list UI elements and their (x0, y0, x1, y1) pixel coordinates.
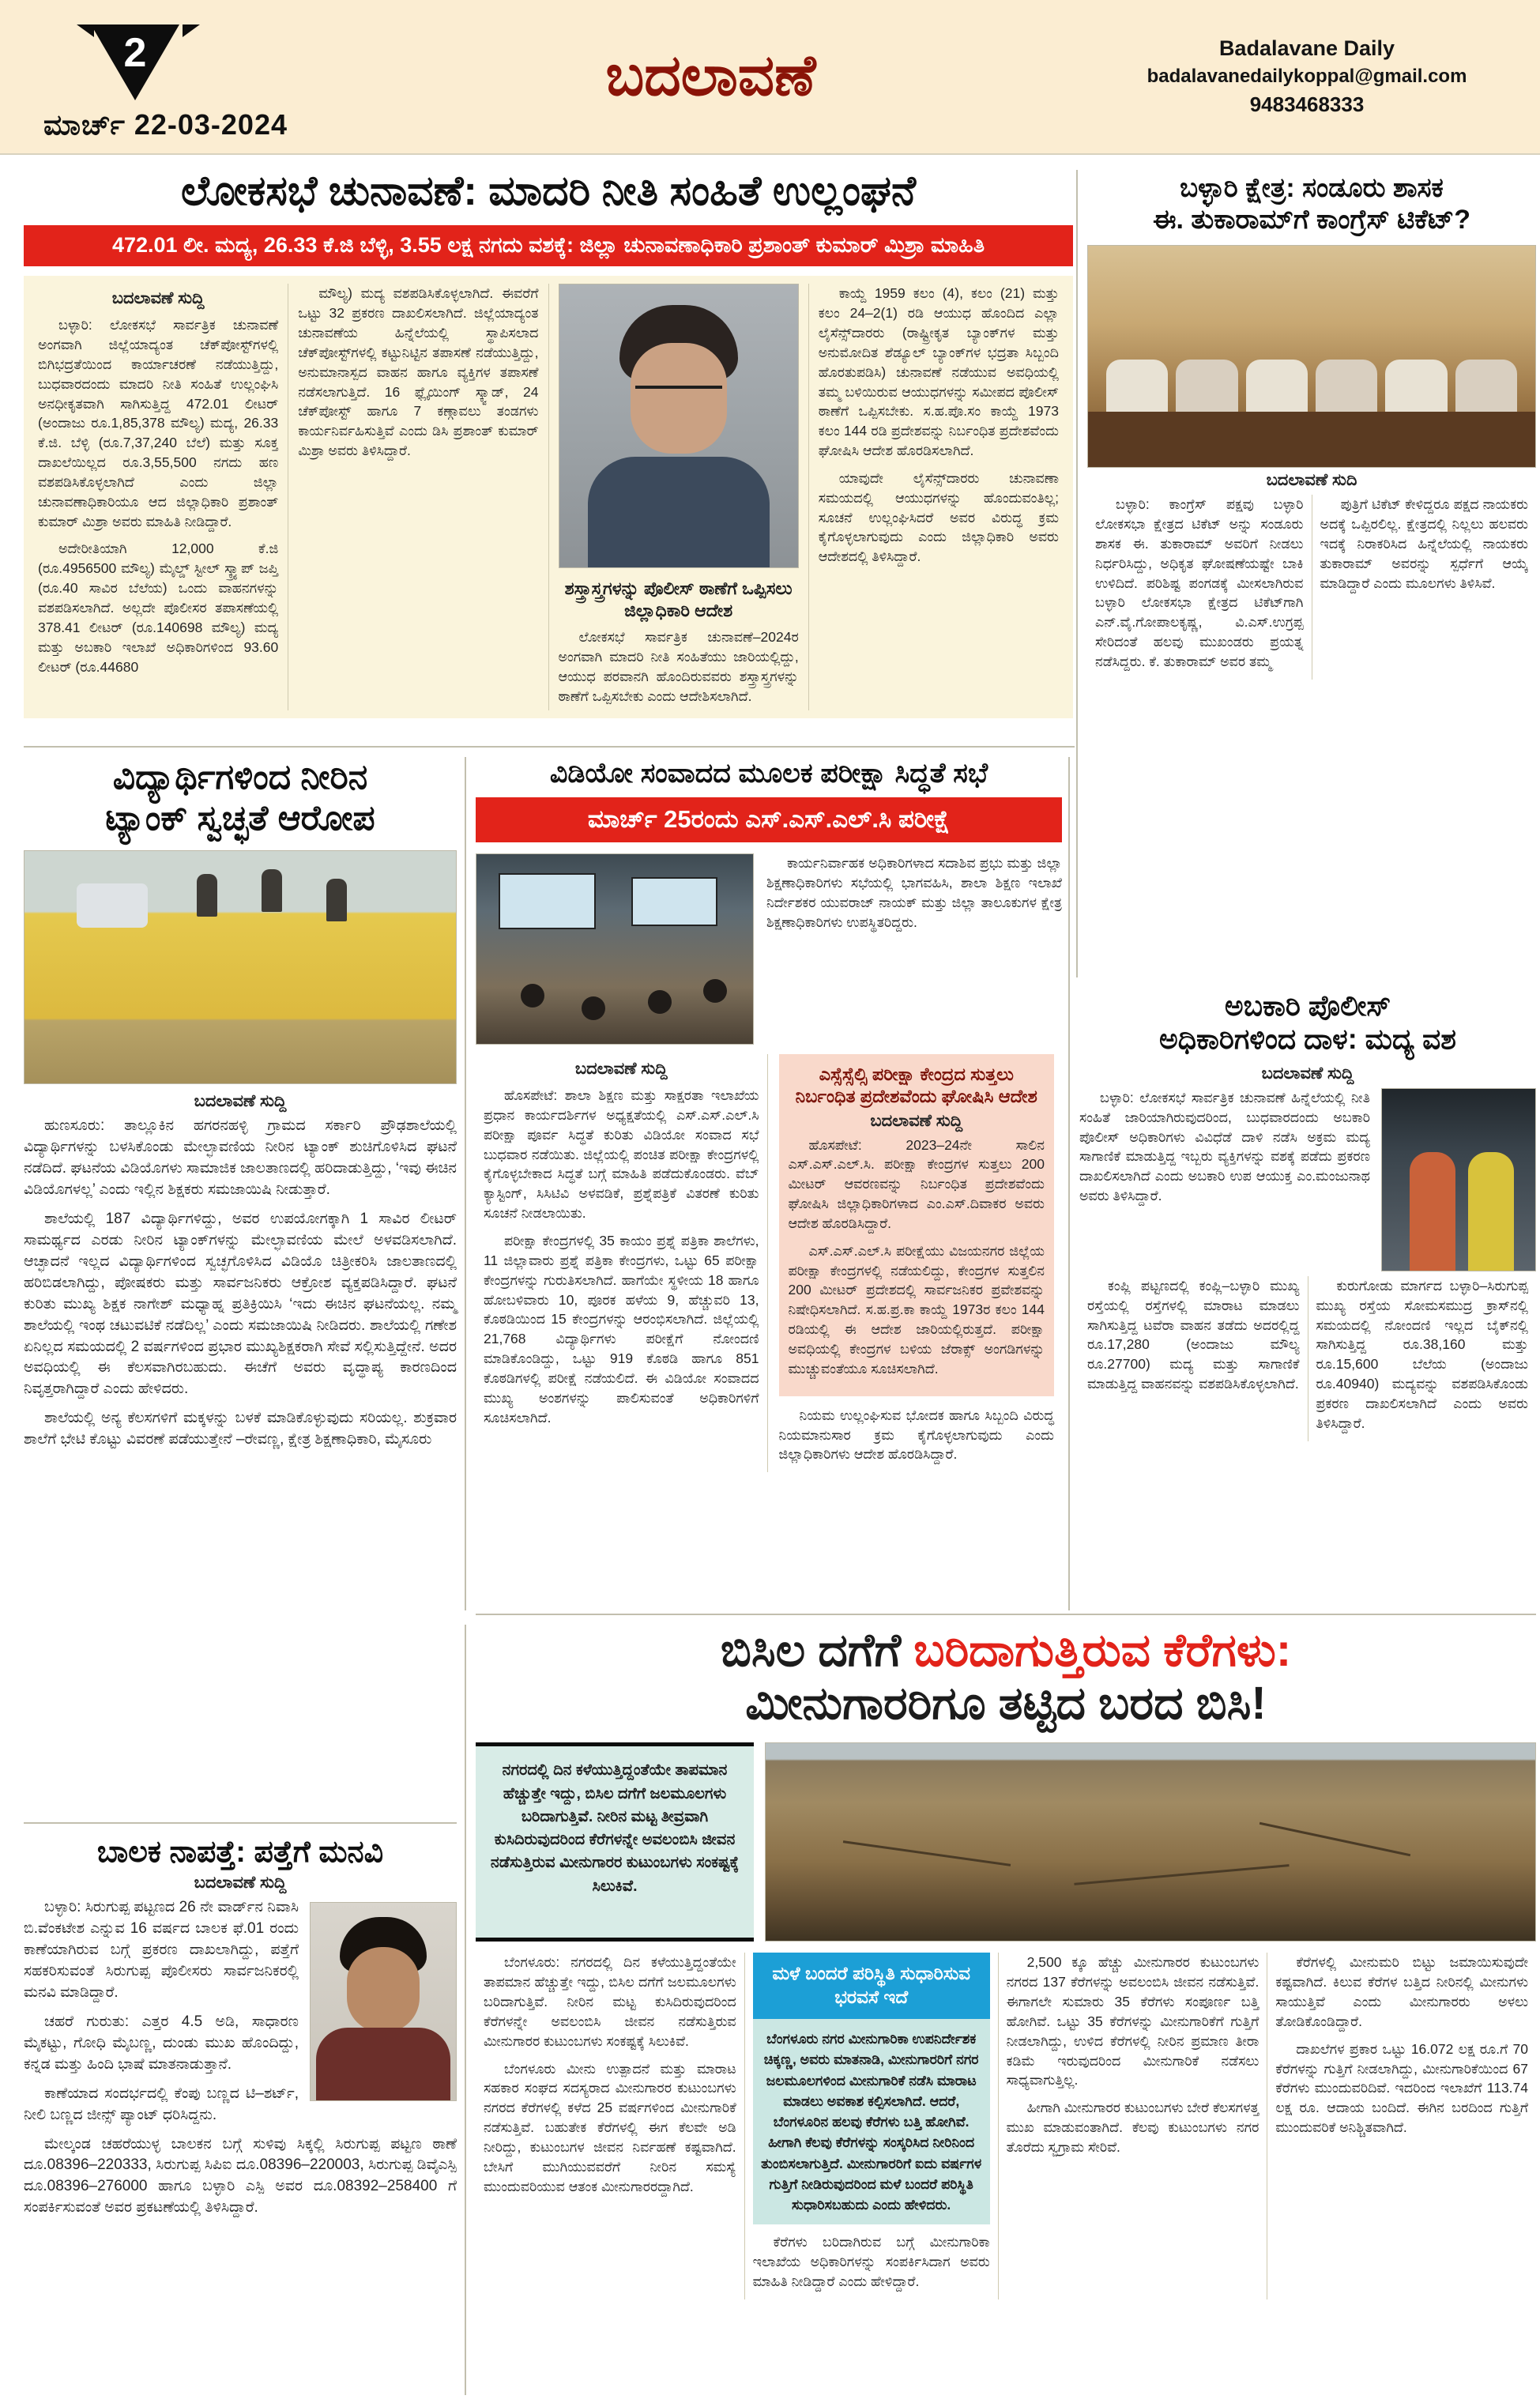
lead-subhead-bar: 472.01 ಲೀ. ಮದ್ಯ, 26.33 ಕೆ.ಜಿ ಬೆಳ್ಳಿ, 3.55 ಲಕ್ಷ ನಗದು ವಶಕ್ಕೆ: ಜಿಲ್ಲಾ ಚುನಾವಣಾಧಿಕಾರಿ ಪ್ರಶಾಂತ್ ಕುಮಾರ್ ಮಿಶ್ರಾ ಮಾಹಿತಿ (24, 225, 1073, 266)
ticket-headline-line2: ಈ. ತುಕಾರಾಮ್‌ಗೆ ಕಾಂಗ್ರೆಸ್ ಟಿಕೆಟ್? (1152, 205, 1471, 235)
excise-col-1 (1079, 1088, 1370, 1271)
article-ticket (1087, 172, 1536, 680)
lead-mid-para: ಲೋಕಸಭೆ ಸಾರ್ವತ್ರಿಕ ಚುನಾವಣೆ–2024ರ ಅಂಗವಾಗಿ ಮಾದರಿ ನೀತಿ ಸಂಹಿತೆಯು ಜಾರಿಯಲ್ಲಿದ್ದು, ಆಯುಧ ಪರವಾನಗಿ ಹೊಂದಿರುವವರು ಶಸ್ತ್ರಾಸ್ತ್ರಗಳನ್ನು ಠಾಣೆಗೆ ಒಪ್ಪಿಸಬೇಕು ಎಂದು ಆದೇಶಿಸಲಾಗಿದೆ. (558, 629, 799, 704)
attendee-figure (703, 979, 727, 1003)
lakes-col4-para1: ಕೆರೆಗಳಲ್ಲಿ ಮೀನುಮರಿ ಬಿಟ್ಟು ಜಮಾಯಿಸುವುದೇ ಕಷ್ಟವಾಗಿದೆ. ಕಿಲುವ ಕೆರೆಗಳ ಬತ್ತಿದ ನೀರಿನಲ್ಲಿ ಮೀನುಗಳು ಸಾಯುತ್ತಿವೆ ಎಂದು ಮೀನುಗಾರರು ಅಳಲು ತೋಡಿಕೊಂಡಿದ್ದಾರೆ. (1275, 1954, 1529, 2029)
column-rule (465, 1625, 466, 2395)
excise-para3: ಕುರುಗೋಡು ಮಾರ್ಗದ ಬಳ್ಳಾರಿ–ಸಿರುಗುಪ್ಪ ಮುಖ್ಯ ರಸ್ತೆಯ ಸೋಮಸಮುದ್ರ ಕ್ರಾಸ್‌ನಲ್ಲಿ ಸಮಯದಲ್ಲಿ ನೋಂದಣಿ ಇಲ್ಲದ ಬೈಕ್‌ನಲ್ಲಿ ಸಾಗಿಸುತ್ತಿದ್ದ ರೂ.38,160 ಮತ್ತು ರೂ.15,600 ಬೆಲೆಯ (ಅಂದಾಜು ರೂ.40940) ಮದ್ಯವನ್ನು ವಶಪಡಿಸಿಕೊಂಡು ಪ್ರಕರಣ ದಾಖಲಿಸಲಾಗಿದೆ ಎಂದು ಅವರು ತಿಳಿಸಿದ್ದಾರೆ. (1316, 1277, 1528, 1431)
excise-col-2 (1079, 1276, 1308, 1441)
brand-email: badalavanedailykoppal@gmail.com (1147, 66, 1467, 87)
restricted-body (789, 1136, 1045, 1379)
lakes-col-3 (998, 1953, 1267, 2299)
lakes-col3-para1: 2,500 ಕ್ಕೂ ಹೆಚ್ಚು ಮೀನುಗಾರರ ಕುಟುಂಬಗಳು ನಗರದ 137 ಕೆರೆಗಳನ್ನು ಅವಲಂಬಿಸಿ ಜೀವನ ನಡೆಸುತ್ತಿವೆ. ಈಗಾಗಲೇ ಸುಮಾರು 35 ಕೆರೆಗಳು ಸಂಪೂರ್ಣ ಬತ್ತಿ ಹೋಗಿವೆ. ಒಟ್ಟು 35 ಕೆರೆಗಳನ್ನು ಮೀನುಗಾರಿಕೆಗೆ ಗುತ್ತಿಗೆ ನೀಡಲಾಗಿದ್ದು, ಉಳಿದ ಕೆರೆಗಳಲ್ಲಿ ನೀರಿನ ಪ್ರಮಾಣ ತೀರಾ ಕಡಿಮೆ ಇರುವುದರಿಂದ ಮೀನುಗಾರಿಕೆ ನಡೆಸಲು ಸಾಧ್ಯವಾಗುತ್ತಿಲ್ಲ. (1006, 1954, 1259, 2089)
person-figure (1468, 1152, 1514, 1271)
hope-tail-para: ಕೆರೆಗಳು ಬರಿದಾಗಿರುವ ಬಗ್ಗೆ ಮೀನುಗಾರಿಕಾ ಇಲಾಖೆಯ ಅಧಿಕಾರಿಗಳನ್ನು ಸಂಪರ್ಕಿಸಿದಾಗ ಅವರು ಮಾಹಿತಿ ನೀಡಿದ್ದಾರೆ ಎಂದು ಹೇಳಿದ್ದಾರೆ. (752, 2234, 990, 2290)
article-lead (24, 168, 1073, 718)
masthead-title: ಬದಲಾವಣೆ (605, 44, 816, 107)
restricted-headline: ಎಸ್ಸೆಸ್ಸೆಲ್ಸಿ ಪರೀಕ್ಷಾ ಕೇಂದ್ರದ ಸುತ್ತಲು ನಿರ್ಬಂಧಿತ ಪ್ರದೇಶವೆಂದು ಘೋಷಿಸಿ ಆದೇಶ (795, 1064, 1037, 1107)
ticket-byline: ಬದಲಾವಣೆ ಸುದಿ (1266, 471, 1357, 490)
tank-headline-line2: ಟ್ಯಾಂಕ್ ಸ್ವಚ್ಛತೆ ಆರೋಪ (105, 798, 375, 838)
column-rule (1076, 170, 1078, 977)
excise-para1: ಬಳ್ಳಾರಿ: ಲೋಕಸಭೆ ಸಾರ್ವತ್ರಿಕ ಚುನಾವಣೆ ಹಿನ್ನೆಲೆಯಲ್ಲಿ ನೀತಿ ಸಂಹಿತೆ ಜಾರಿಯಾಗಿರುವುದರಿಂದ, ಬುಧವಾರದಂದು ಅಬಕಾರಿ ಪೊಲೀಸ್ ಅಧಿಕಾರಿಗಳು ವಿವಿಧೆಡೆ ದಾಳಿ ನಡೆಸಿ ಅಕ್ರಮ ಮದ್ಯ ಸಾಗಾಣಿಕೆ ಮಾಡುತ್ತಿದ್ದ ಇಬ್ಬರು ವ್ಯಕ್ತಿಗಳನ್ನು ವಶಕ್ಕೆ ಪಡೆದು ಪ್ರಕರಣ ದಾಖಲಿಸಲಾಗಿದೆ ಎಂದು ಅಬಕಾರಿ ಉಪ ಆಯುಕ್ತ ಎಂ.ಮಂಜುನಾಥ ಅವರು ತಿಳಿಸಿದ್ದಾರೆ. (1079, 1089, 1370, 1204)
lead-col1-para2: ಅದೇರೀತಿಯಾಗಿ 12,000 ಕೆ.ಜಿ (ರೂ.4956500 ಮೌಲ್ಯ) ಮೈಲ್ಡ್ ಸ್ಟೀಲ್ ಸ್ಕ್ರ್ಯಾಪ್ ಜಪ್ತಿ (ರೂ.40 ಸಾವಿರ ಬೆಲೆಯ) ಒಂದು ವಾಹನಗಳನ್ನು ವಶಪಡಿಸಲಾಗಿದೆ. ಅಲ್ಲದೇ ಪೊಲೀಸರ ತಪಾಸಣೆಯಲ್ಲಿ 378.41 ಲೀಟರ್ (ರೂ.140698 ಮೌಲ್ಯ) ಮದ್ಯ ಮತ್ತು ಅಬಕಾರಿ ಇಲಾಖೆ ಅಧಿಕಾರಿಗಳಿಂದ 93.60 ಲೀಟರ್ (ರೂ.44680 (38, 540, 279, 675)
water-tank (77, 883, 148, 928)
restricted-para2: ಎಸ್.ಎಸ್.ಎಲ್.ಸಿ ಪರೀಕ್ಷೆಯು ವಿಜಯನಗರ ಜಿಲ್ಲೆಯ ಪರೀಕ್ಷಾ ಕೇಂದ್ರಗಳಲ್ಲಿ ನಡೆಯಲಿದ್ದು, ಕೇಂದ್ರಗಳ ಸುತ್ತಲಿನ 200 ಮೀಟರ್ ಪ್ರದೇಶದಲ್ಲಿ ಸಾರ್ವಜನಿಕರ ಪ್ರವೇಶವನ್ನು ನಿಷೇಧಿಸಲಾಗಿದೆ. ಸ.ಹ.ಪ್ರ.ಕಾ ಕಾಯ್ದೆ 1973ರ ಕಲಂ 144 ರಡಿಯಲ್ಲಿ ಈ ಆದೇಶ ಜಾರಿಯಲ್ಲಿರುತ್ತದೆ. ಪರೀಕ್ಷಾ ಅವಧಿಯಲ್ಲಿ ಕೇಂದ್ರಗಳ ಬಳಿಯ ಜೆರಾಕ್ಸ್ ಅಂಗಡಿಗಳನ್ನು ಮುಚ್ಚುವಂತೆಯೂ ಸೂಚಿಸಲಾಗಿದೆ. (788, 1242, 1045, 1377)
lead-col1-para1: ಬಳ್ಳಾರಿ: ಲೋಕಸಭೆ ಸಾರ್ವತ್ರಿಕ ಚುನಾವಣೆ ಅಂಗವಾಗಿ ಜಿಲ್ಲೆಯಾದ್ಯಂತ ಚೆಕ್‌ಪೋಸ್ಟ್‌ಗಳಲ್ಲಿ ಬಿಗಿಭದ್ರತೆಯಿಂದ ಕಾರ್ಯಾಚರಣೆ ನಡೆಯುತ್ತಿದ್ದು, ಬುಧವಾರದಂದು ಮಾದರಿ ನೀತಿ ಸಂಹಿತೆ ಉಲ್ಲಂಘಿಸಿ ಅನಧೀಕೃತವಾಗಿ ಸಾಗಿಸುತ್ತಿದ್ದ 472.01 ಲೀಟರ್ (ಅಂದಾಜು ರೂ.1,85,378 ಮೌಲ್ಯ) ಮದ್ಯ, 26.33 ಕೆ.ಜಿ. ಬೆಳ್ಳಿ (ರೂ.7,37,240 ಬೆಲೆ) ಮತ್ತು ಸೂಕ್ತ ದಾಖಲೆಯಿಲ್ಲದ ರೂ.3,55,500 ನಗದು ಹಣ ವಶಪಡಿಸಿಕೊಳ್ಳಲಾಗಿದೆ ಎಂದು ಜಿಲ್ಲಾ ಚುನಾವಣಾಧಿಕಾರಿಯೂ ಆದ ಜಿಲ್ಲಾಧಿಕಾರಿ ಪ್ರಶಾಂತ್ ಕುಮಾರ್ ಮಿಶ್ರಾ ಅವರು ಮಾಹಿತಿ ನೀಡಿದ್ದಾರೆ. (38, 317, 279, 529)
missing-body (24, 1897, 457, 2220)
lakes-headline-red: ಬರಿದಾಗುತ್ತಿರುವ ಕೆರೆಗಳು: (913, 1625, 1292, 1676)
section-rule (24, 746, 1075, 748)
brand-phone: 9483468333 (1249, 92, 1365, 116)
hope-box-header: ಮಳೆ ಬಂದರೆ ಪರಿಸ್ಥಿತಿ ಸುಧಾರಿಸುವ ಭರವಸೆ ಇದೆ (753, 1953, 990, 2019)
school-tank-photo (24, 850, 457, 1084)
lakes-col1-para2: ಬೆಂಗಳೂರು ಮೀನು ಉತ್ಪಾದನೆ ಮತ್ತು ಮಾರಾಟ ಸಹಕಾರ ಸಂಘದ ಸದಸ್ಯರಾದ ಮೀನುಗಾರರ ಕುಟುಂಬಗಳು ನಗರದ ಕೆರೆಗಳಲ್ಲಿ ಕಳೆದ 25 ವರ್ಷಗಳಿಂದ ಮೀನುಗಾರಿಕೆ ನಡೆಸುತ್ತಿವೆ. ಬಹುತೇಕ ಕೆರೆಗಳಲ್ಲಿ ಈಗ ಕೆಲವೇ ಅಡಿ ನೀರಿದ್ದು, ಕುಟುಂಬಗಳ ಜೀವನ ನಿರ್ವಹಣೆ ಕಷ್ಟವಾಗಿದೆ. ಬೇಸಿಗೆ ಮುಗಿಯುವವರೆಗೆ ನೀರಿನ ಸಮಸ್ಯೆ ಮುಂದುವರಿಯುವ ಆತಂಕ ಮೀನುಗಾರರದ್ದಾಗಿದೆ. (484, 2060, 736, 2194)
restricted-area-box (779, 1054, 1055, 1395)
tank-byline: ಬದಲಾವಣೆ ಸುದ್ದಿ (194, 1091, 287, 1110)
lead-col-2 (288, 284, 548, 710)
tv-screen (631, 877, 717, 926)
excise-col-3 (1308, 1276, 1537, 1441)
lead-col-1 (28, 284, 288, 710)
tank-body (24, 1116, 457, 1452)
restricted-tail (779, 1406, 1055, 1465)
hope-box-tail (753, 2232, 990, 2292)
lakes-col-1 (476, 1953, 744, 2299)
excise-headline-line2: ಅಧಿಕಾರಿಗಳಿಂದ ದಾಳ: ಮದ್ಯ ವಶ (1158, 1023, 1456, 1056)
exam-side-text (766, 853, 1062, 1045)
lead-byline: ಬದಲಾವಣೆ ಸುದ್ದಿ (111, 289, 205, 308)
page-number: 2 (123, 29, 147, 76)
boy-face (347, 1947, 420, 2032)
lead-col2-para: ಮೌಲ್ಯ) ಮದ್ಯ ವಶಪಡಿಸಿಕೊಳ್ಳಲಾಗಿದೆ. ಈವರೆಗೆ ಒಟ್ಟು 32 ಪ್ರಕರಣ ದಾಖಲಿಸಲಾಗಿದೆ. ಜಿಲ್ಲೆಯಾದ್ಯಂತ ಚುನಾವಣೆಯ ಹಿನ್ನೆಲೆಯಲ್ಲಿ ಸ್ಥಾಪಿಸಲಾದ ಚೆಕ್‌ಪೋಸ್ಟ್‌ಗಳಲ್ಲಿ ಕಟ್ಟುನಿಟ್ಟಿನ ತಪಾಸಣೆ ನಡೆಯುತ್ತಿದ್ದು, ಅನುಮಾನಾಸ್ಪದ ವಾಹನ ಹಾಗೂ ವ್ಯಕ್ತಿಗಳ ತಪಾಸಣೆ ನಡೆಸಲಾಗುತ್ತಿದೆ. 16 ಫ್ಲೈಯಿಂಗ್ ಸ್ಕ್ವಾಡ್, 24 ಚೆಕ್‌ಪೋಸ್ಟ್ ಹಾಗೂ 7 ಕಣ್ಗಾವಲು ತಂಡಗಳು ಕಾರ್ಯನಿರ್ವಹಿಸುತ್ತಿವೆ ಎಂದು ಡಿಸಿ ಪ್ರಶಾಂತ್ ಕುಮಾರ್ ಮಿಶ್ರಾ ಅವರು ತಿಳಿಸಿದ್ದಾರೆ. (298, 285, 539, 459)
missing-byline: ಬದಲಾವಣೆ ಸುದ್ದಿ (194, 1873, 287, 1892)
ticket-col1-para: ಬಳ್ಳಾರಿ: ಕಾಂಗ್ರೆಸ್ ಪಕ್ಷವು ಬಳ್ಳಾರಿ ಲೋಕಸಭಾ ಕ್ಷೇತ್ರದ ಟಿಕೆಟ್ ಅನ್ನು ಸಂಡೂರು ಶಾಸಕ ಈ. ತುಕಾರಾಮ್ ಅವರಿಗೆ ನೀಡಲು ನಿರ್ಧರಿಸಿದ್ದು, ಅಧಿಕೃತ ಘೋಷಣೆಯಷ್ಟೇ ಬಾಕಿ ಉಳಿದಿದೆ. ಪರಿಶಿಷ್ಟ ಪಂಗಡಕ್ಕೆ ಮೀಸಲಾಗಿರುವ ಬಳ್ಳಾರಿ ಲೋಕಸಭಾ ಕ್ಷೇತ್ರದ ಟಿಕೆಟ್‌ಗಾಗಿ ಎನ್.ವೈ.ಗೋಪಾಲಕೃಷ್ಣ, ವಿ.ಎಸ್.ಉಗ್ರಪ್ಪ ಸೇರಿದಂತೆ ಹಲವು ಮುಖಂಡರು ಪ್ರಯತ್ನ ನಡೆಸಿದ್ದರು. ಕೆ. ತುಕಾರಾಮ್ ಅವರ ತಮ್ಮ (1095, 496, 1304, 669)
excise-lower-columns (1079, 1276, 1536, 1441)
hope-box-body: ಬೆಂಗಳೂರು ನಗರ ಮೀನುಗಾರಿಕಾ ಉಪನಿರ್ದೇಶಕ ಚಿಕ್ಕಣ್ಣ, ಅವರು ಮಾತನಾಡಿ, ಮೀನುಗಾರರಿಗೆ ನಗರ ಜಲಮೂಲಗಳಿಂದ ಮೀನುಗಾರಿಕೆ ನಡೆಸಿ ಮಾರಾಟ ಮಾಡಲು ಅವಕಾಶ ಕಲ್ಪಿಸಲಾಗಿದೆ. ಆದರೆ, ಬೆಂಗಳೂರಿನ ಹಲವು ಕೆರೆಗಳು ಬತ್ತಿ ಹೋಗಿವೆ. ಹೀಗಾಗಿ ಕೆಲವು ಕೆರೆಗಳನ್ನು ಸಂಸ್ಕರಿಸಿದ ನೀರಿನಿಂದ ತುಂಬಿಸಲಾಗುತ್ತಿದೆ. ಮೀನುಗಾರರಿಗೆ ಐದು ವರ್ಷಗಳ ಗುತ್ತಿಗೆ ನೀಡಿರುವುದರಿಂದ ಮಳೆ ಬಂದರೆ ಪರಿಸ್ಥಿತಿ ಸುಧಾರಿಸಬಹುದು ಎಂದು ಹೇಳಿದರು. (753, 2019, 990, 2224)
attendee-figure (648, 990, 672, 1014)
lakes-col3-para2: ಹೀಗಾಗಿ ಮೀನುಗಾರರ ಕುಟುಂಬಗಳು ಬೇರೆ ಕೆಲಸಗಳತ್ತ ಮುಖ ಮಾಡುವಂತಾಗಿದೆ. ಕೆಲವು ಕುಟುಂಬಗಳು ನಗರ ತೊರೆದು ಸ್ವಗ್ರಾಮ ಸೇರಿವೆ. (1006, 2100, 1259, 2155)
congress-meeting-photo (1087, 245, 1536, 468)
section-rule (476, 1614, 1536, 1615)
column-rule (465, 757, 466, 1610)
lead-body (24, 276, 1073, 718)
missing-boy-photo (310, 1902, 457, 2101)
ticket-col-2 (1312, 495, 1537, 680)
ticket-headline-line1: ಬಳ್ಳಾರಿ ಕ್ಷೇತ್ರ: ಸಂಡೂರು ಶಾಸಕ (1180, 173, 1444, 203)
article-exam (476, 757, 1062, 1472)
exam-date-ribbon: ಮಾರ್ಚ್ 25ರಂದು ಎಸ್.ಎಸ್.ಎಲ್.ಸಿ ಪರೀಕ್ಷೆ (476, 797, 1062, 842)
excise-para2: ಕಂಪ್ಲಿ ಪಟ್ಟಣದಲ್ಲಿ ಕಂಪ್ಲಿ–ಬಳ್ಳಾರಿ ಮುಖ್ಯ ರಸ್ತೆಯಲ್ಲಿ ರಸ್ತೆಗಳಲ್ಲಿ ಮಾರಾಟ ಮಾಡಲು ಸಾಗಿಸುತ್ತಿದ್ದ ಟವೆರಾ ವಾಹನ ತಡೆದು ಅದರಲ್ಲಿದ್ದ ರೂ.17,280 (ಅಂದಾಜು ಮೌಲ್ಯ ರೂ.27700) ಮದ್ಯ ಮತ್ತು ಸಾಗಾಣಿಕೆ ಮಾಡುತ್ತಿದ್ದ ವಾಹನವನ್ನು ವಶಪಡಿಸಿಕೊಳ್ಳಲಾಗಿದೆ. (1087, 1277, 1300, 1392)
ticket-col2-para: ಪುತ್ರಿಗೆ ಟಿಕೆಟ್ ಕೇಳಿದ್ದರೂ ಪಕ್ಷದ ನಾಯಕರು ಅದಕ್ಕೆ ಒಪ್ಪಿರಲಿಲ್ಲ. ಕ್ಷೇತ್ರದಲ್ಲಿ ನಿಲ್ಲಲು ಹಲವರು ಇದಕ್ಕೆ ನಿರಾಕರಿಸಿದ ಹಿನ್ನೆಲೆಯಲ್ಲಿ ನಾಯಕರು ತುಕಾರಾಮ್ ಅವರನ್ನು ಸ್ಪರ್ಧೆಗೆ ಆಯ್ಕೆ ಮಾಡಿದ್ದಾರೆ ಎಂದು ಮೂಲಗಳು ತಿಳಿಸಿವೆ. (1320, 496, 1528, 591)
tank-headline-line1: ವಿದ್ಯಾರ್ಥಿಗಳಿಂದ ನೀರಿನ (112, 758, 368, 797)
student-figure (326, 879, 347, 921)
exam-side-para: ಕಾರ್ಯನಿರ್ವಾಹಕ ಅಧಿಕಾರಿಗಳಾದ ಸದಾಶಿವ ಪ್ರಭು ಮತ್ತು ಜಿಲ್ಲಾ ಶಿಕ್ಷಣಾಧಿಕಾರಿಗಳು ಸಭೆಯಲ್ಲಿ ಭಾಗವಹಿಸಿ, ಶಾಲಾ ಶಿಕ್ಷಣ ಇಲಾಖೆ ನಿರ್ದೇಶಕರ ಯುವರಾಜ್ ನಾಯಕ್ ಮತ್ತು ಜಿಲ್ಲಾ ತಾಲೂಕುಗಳ ಕ್ಷೇತ್ರ ಶಿಕ್ಷಣಾಧಿಕಾರಿಗಳು ಉಪಸ್ಥಿತರಿದ್ದರು. (766, 855, 1062, 930)
missing-para4: ಮೇಲ್ಕಂಡ ಚಹರೆಯುಳ್ಳ ಬಾಲಕನ ಬಗ್ಗೆ ಸುಳಿವು ಸಿಕ್ಕಲ್ಲಿ ಸಿರುಗುಪ್ಪ ಪಟ್ಟಣ ಠಾಣೆ ದೂ.08396–220333, ಸಿರುಗುಪ್ಪ ಸಿಪಿಐ ದೂ.08396–220003, ಸಿರುಗುಪ್ಪ ಡಿವೈಎಸ್ಪಿ ದೂ.08396–276000 ಹಾಗೂ ಬಳ್ಳಾರಿ ಎಸ್ಪಿ ಅವರ ದೂ.08392–258400 ಗೆ ಸಂಪರ್ಕಿಸುವಂತೆ ಅವರ ಪ್ರಕಟಣೆಯಲ್ಲಿ ತಿಳಿಸಿದ್ದಾರೆ. (24, 2135, 457, 2217)
exam-byline: ಬದಲಾವಣೆ ಸುದ್ದಿ (574, 1060, 668, 1079)
exam-lower-columns (476, 1054, 1062, 1472)
tank-para3: ಶಾಲೆಯಲ್ಲಿ ಅನ್ಯ ಕೆಲಸಗಳಿಗೆ ಮಕ್ಕಳನ್ನು ಬಳಕೆ ಮಾಡಿಕೊಳ್ಳುವುದು ಸರಿಯಲ್ಲ. ಶುಕ್ರವಾರ ಶಾಲೆಗೆ ಭೇಟಿ ಕೊಟ್ಟು ವಿವರಣೆ ಪಡೆಯುತ್ತೇನೆ –ರೇವಣ್ಣ, ಕ್ಷೇತ್ರ ಶಿಕ್ಷಣಾಧಿಕಾರಿ, ಮೈಸೂರು (24, 1410, 457, 1448)
exam-headline: ವಿಡಿಯೋ ಸಂವಾದದ ಮೂಲಕ ಪರೀಕ್ಷಾ ಸಿದ್ಧತೆ ಸಭೆ (549, 758, 988, 789)
brand-name: Badalavane Daily (1218, 36, 1395, 60)
restricted-tail-para: ನಿಯಮ ಉಲ್ಲಂಘಿಸುವ ಭೋದಕ ಹಾಗೂ ಸಿಬ್ಬಂದಿ ವಿರುದ್ಧ ನಿಯಮಾನುಸಾರ ಕ್ರಮ ಕೈಗೊಳ್ಳಲಾಗುವುದು ಎಂದು ಜಿಲ್ಲಾಧಿಕಾರಿಗಳು ಆದೇಶ ಹೊರಡಿಸಿದ್ದಾರೆ. (778, 1407, 1054, 1463)
lakes-headline-line1 (476, 1625, 1536, 1678)
missing-para1: ಬಳ್ಳಾರಿ: ಸಿರುಗುಪ್ಪ ಪಟ್ಟಣದ 26 ನೇ ವಾರ್ಡ್‌ನ ನಿವಾಸಿ ಬಿ.ವೆಂಕಟೇಶ ಎನ್ನುವ 16 ವರ್ಷದ ಬಾಲಕ ಫೆ.01 ರಂದು ಕಾಣೆಯಾಗಿರುವ ಬಗ್ಗೆ ಪ್ರಕರಣ ದಾಖಲಾಗಿದ್ದು, ಪತ್ತೆಗೆ ಸಹಕರಿಸುವಂತೆ ಸಿರುಗುಪ್ಪ ಪೊಲೀಸರು ಸಾರ್ವಜನಿಕರಲ್ಲಿ ಮನವಿ ಮಾಡಿದ್ದಾರೆ. (24, 1898, 299, 2001)
portrait-face (631, 343, 727, 454)
section-rule (24, 1822, 457, 1824)
portrait-glasses-icon (635, 386, 722, 389)
lead-mid-text (559, 627, 799, 706)
exam-col-right (767, 1054, 1063, 1472)
restricted-para1: ಹೊಸಪೇಟೆ: 2023–24ನೇ ಸಾಲಿನ ಎಸ್.ಎಸ್.ಎಲ್.ಸಿ. ಪರೀಕ್ಷಾ ಕೇಂದ್ರಗಳ ಸುತ್ತಲು 200 ಮೀಟರ್ ಆವರಣವನ್ನು ನಿರ್ಬಂಧಿತ ಪ್ರದೇಶವೆಂದು ಘೋಷಿಸಿ ಜಿಲ್ಲಾಧಿಕಾರಿಗಳಾದ ಎಂ.ಎಸ್.ದಿವಾಕರ ಅವರು ಆದೇಶ ಹೊರಡಿಸಿದ್ದಾರೆ. (788, 1136, 1045, 1231)
tank-para2: ಶಾಲೆಯಲ್ಲಿ 187 ವಿದ್ಯಾರ್ಥಿಗಳಿದ್ದು, ಅವರ ಉಪಯೋಗಕ್ಕಾಗಿ 1 ಸಾವಿರ ಲೀಟರ್ ಸಾಮರ್ಥ್ಯದ ಎರಡು ನೀರಿನ ಟ್ಯಾಂಕ್‌ಗಳನ್ನು ಮೇಲ್ಛಾವಣಿಯ ಮೇಲೆ ಅಳವಡಿಸಲಾಗಿದೆ. ಆಚ್ಛಾದನೆ ಇಲ್ಲದ ವಿದ್ಯಾರ್ಥಿಗಳಿಂದ ಸ್ವಚ್ಛಗೊಳಿಸಿದ ವಿಡಿಯೊ ಚಿತ್ರೀಕರಿಸಿ ಜಾಲತಾಣದಲ್ಲಿ ಹರಿಬಿಡಲಾಗಿದ್ದು, ಪೋಷಕರು ಮತ್ತು ಸಾರ್ವಜನಿಕರು ಆಕ್ರೋಶ ವ್ಯಕ್ತಪಡಿಸಿದ್ದಾರೆ. ಘಟನೆ ಕುರಿತು ಮುಖ್ಯ ಶಿಕ್ಷಕ ನಾಗೇಶ್ ಮಧ್ಯಾಹ್ನ ಪ್ರತಿಕ್ರಿಯಿಸಿ ‘ಇದು ಈಚಿನ ಘಟನೆಯಲ್ಲ. ನಮ್ಮ ಶಾಲೆಯಲ್ಲಿ ಇಂಥ ಚಟುವಟಿಕೆ ನಡೆದಿಲ್ಲ’ ಎಂದು ಸಮಜಾಯಿಷಿ ನೀಡಿದರು. ಶಾಲೆಯಲ್ಲಿ ಗಣೇಶ ಏನಿಲ್ಲದ ಸಮಯದಲ್ಲಿ 2 ವರ್ಷಗಳಿಂದ ಪ್ರಭಾರ ಮುಖ್ಯಶಿಕ್ಷಕರಾಗಿ ಸೇವೆ ಸಲ್ಲಿಸುತ್ತಿದ್ದೇನೆ. ಅದರ ಅವಧಿಯಲ್ಲಿ ಈ ಕೆಲಸವಾಗಿರಬಹುದು. ಈಚೆಗೆ ಅವರು ವೃದ್ಧಾಪ್ಯ ಕಾರಣದಿಂದ ನಿವೃತ್ತರಾಗಿದ್ದಾರೆ ಎಂದು ಹೇಳಿದರು. (24, 1210, 457, 1398)
lakes-intro-row (476, 1742, 1536, 1942)
page-header (0, 0, 1540, 155)
tank-para1: ಹುಣಸೂರು: ತಾಲ್ಲೂಕಿನ ಹಗರನಹಳ್ಳಿ ಗ್ರಾಮದ ಸರ್ಕಾರಿ ಪ್ರೌಢಶಾಲೆಯಲ್ಲಿ ವಿದ್ಯಾರ್ಥಿಗಳನ್ನು ಬಳಸಿಕೊಂಡು ಮೇಲ್ಛಾವಣಿಯ ನೀರಿನ ಟ್ಯಾಂಕ್ ಶುಚಿಗೊಳಿಸಿದ ಘಟನೆ ನಡೆದಿದೆ. ಘಟನೆಯ ವಿಡಿಯೊಗಳು ಸಾಮಾಜಿಕ ಜಾಲತಾಣದಲ್ಲಿ ಹರಿದಾಡುತ್ತಿದ್ದು, ‘ಇವು ಈಚಿನ ವಿಡಿಯೊಗಳಲ್ಲ’ ಎಂದು ಇಲ್ಲಿನ ಶಿಕ್ಷಕರು ಸಮಜಾಯಿಷಿ ನೀಡುತ್ತಾರೆ. (24, 1117, 457, 1198)
exam-left-para1: ಹೊಸಪೇಟೆ: ಶಾಲಾ ಶಿಕ್ಷಣ ಮತ್ತು ಸಾಕ್ಷರತಾ ಇಲಾಖೆಯ ಪ್ರಧಾನ ಕಾರ್ಯದರ್ಶಿಗಳ ಅಧ್ಯಕ್ಷತೆಯಲ್ಲಿ ಎಸ್.ಎಸ್.ಎಲ್.ಸಿ ಪರೀಕ್ಷಾ ಪೂರ್ವ ಸಿದ್ಧತೆ ಕುರಿತು ವಿಡಿಯೋ ಸಂವಾದ ಸಭೆ ಬುಧವಾರ ನಡೆಯಿತು. ಜಿಲ್ಲೆಯಲ್ಲಿ ಪಂಚಿತ ಪರೀಕ್ಷಾ ಕೇಂದ್ರಗಳಲ್ಲಿ ಕೈಗೊಳ್ಳಬೇಕಾದ ಸಿದ್ಧತೆ ಬಗ್ಗೆ ಮಾಹಿತಿ ಪಡೆದುಕೊಂಡರು. ವೆಬ್ ಕ್ಯಾಸ್ಟಿಂಗ್, ಸಿಸಿಟಿವಿ ಅಳವಡಿಕೆ, ಪ್ರಶ್ನೆಪತ್ರಿಕೆ ವಿತರಣೆ ಕುರಿತು ಸೂಚನೆ ನೀಡಲಾಯಿತು. (484, 1087, 759, 1222)
excise-headline-line1: ಅಬಕಾರಿ ಪೊಲೀಸ್ (1224, 989, 1391, 1022)
official-portrait-photo (559, 284, 799, 568)
lead-col-3 (548, 284, 808, 710)
edition-date: ಮಾರ್ಚ್ 22-03-2024 (43, 107, 288, 141)
page-number-triangle-icon (91, 17, 186, 104)
restricted-byline: ಬದಲಾವಣೆ ಸುದ್ದಿ (870, 1111, 963, 1130)
meeting-people-row (1106, 360, 1518, 418)
lakes-col-4 (1267, 1953, 1536, 2299)
video-conference-photo (476, 853, 754, 1045)
lakes-columns (476, 1953, 1536, 2299)
ticket-col-1 (1087, 495, 1312, 680)
lakes-headline-black: ಬಿಸಿಲ ದಗೆಗೆ (720, 1625, 914, 1676)
column-rule (1068, 757, 1070, 1610)
person-figure (1410, 1152, 1455, 1271)
exam-left-para2: ಪರೀಕ್ಷಾ ಕೇಂದ್ರಗಳಲ್ಲಿ 35 ಕಾಯಂ ಪ್ರಶ್ನೆ ಪತ್ರಿಕಾ ಶಾಲೆಗಳು, 11 ಜಿಲ್ಲಾವಾರು ಪ್ರಶ್ನೆ ಪತ್ರಿಕಾ ಕೇಂದ್ರಗಳು, ಒಟ್ಟು 65 ಪರೀಕ್ಷಾ ಕೇಂದ್ರಗಳನ್ನು ಗುರುತಿಸಲಾಗಿದೆ. ಹಾಗೆಯೇ ಸ್ಥಳೀಯ 18 ಹಾಗೂ ಹೋಬಳಿವಾರು 10, ಪೂರಕ ಹಳೆಯ 9, ಹೆಚ್ಚುವರಿ 13, ಕೊಠಡಿಯಿಂದ 15 ಕೇಂದ್ರಗಳನ್ನು ಆರಂಭಿಸಲಾಗಿದೆ. ಜಿಲ್ಲೆಯಲ್ಲಿ 21,768 ವಿದ್ಯಾರ್ಥಿಗಳು ಪರೀಕ್ಷೆಗೆ ನೋಂದಣಿ ಮಾಡಿಕೊಂಡಿದ್ದು, ಒಟ್ಟು 919 ಕೊಠಡಿ ಹಾಗೂ 851 ಕೊಠಡಿಗಳಲ್ಲಿ ಪರೀಕ್ಷೆ ನಡೆಯಲಿದೆ. ಈ ವಿಡಿಯೋ ಸಂವಾದದ ಮುಖ್ಯ ಅಂಶಗಳನ್ನು ಪಾಲಿಸುವಂತೆ ಅಧಿಕಾರಿಗಳಿಗೆ ಸೂಚಿಸಲಾಗಿದೆ. (484, 1233, 759, 1426)
lakes-col-2 (744, 1953, 998, 2299)
student-figure (197, 874, 217, 917)
attendee-figure (582, 996, 605, 1020)
missing-para3: ಕಾಣೆಯಾದ ಸಂದರ್ಭದಲ್ಲಿ ಕೆಂಪು ಬಣ್ಣದ ಟಿ–ಶರ್ಟ್, ನೀಲಿ ಬಣ್ಣದ ಜೀನ್ಸ್ ಪ್ಯಾಂಟ್ ಧರಿಸಿದ್ದನು. (24, 2085, 299, 2123)
brand-block (1117, 36, 1497, 117)
lead-col-4 (808, 284, 1068, 710)
boy-shirt (316, 2028, 450, 2100)
dried-lake-photo (765, 1742, 1536, 1942)
excise-raid-photo (1381, 1088, 1536, 1271)
page-number-block (43, 12, 304, 142)
article-tank (24, 757, 457, 1459)
lead-col4-para1: ಕಾಯ್ದೆ 1959 ಕಲಂ (4), ಕಲಂ (21) ಮತ್ತು ಕಲಂ 24–2(1) ರಡಿ ಆಯುಧ ಹೊಂದಿದ ಎಲ್ಲಾ ಲೈಸೆನ್ಸ್‌ದಾರರು (ರಾಷ್ಟ್ರೀಕೃತ ಬ್ಯಾಂಕ್‌ಗಳ ಮತ್ತು ಅನುಮೋದಿತ ಶೆಡ್ಯೂಲ್ ಬ್ಯಾಂಕ್‌ಗಳ ಭದ್ರತಾ ಸಿಬ್ಬಂದಿ ಹೊರತುಪಡಿಸಿ) ಚುನಾವಣೆ ನಡೆಯುವ ಅವಧಿಯಲ್ಲಿ ತಮ್ಮ ಬಳಿಯಿರುವ ಆಯುಧಗಳನ್ನು ಸಮೀಪದ ಪೊಲೀಸ್ ಠಾಣೆಗೆ ಒಪ್ಪಿಸಬೇಕು. ಸ.ಹ.ಪೊ.ಸಂ ಕಾಯ್ದೆ 1973 ಕಲಂ 144 ರಡಿ ಪ್ರದೇಶವನ್ನು ನಿರ್ಬಂಧಿತ ಪ್ರದೇಶವೆಂದು ಘೋಷಿಸಿ ಆದೇಶ ಹೊರಡಿಸಲಾಗಿದೆ. (818, 285, 1059, 459)
article-excise (1079, 989, 1536, 1441)
lakes-col4-para2: ದಾಖಲೆಗಳ ಪ್ರಕಾರ ಒಟ್ಟು 16.072 ಲಕ್ಷ ರೂ.ಗೆ 70 ಕೆರೆಗಳನ್ನು ಗುತ್ತಿಗೆ ನೀಡಲಾಗಿದ್ದು, ಮೀನುಗಾರಿಕೆಯಿಂದ 67 ಕೆರೆಗಳು ಮುಂದುವರಿದಿವೆ. ಇದರಿಂದ ಇಲಾಖೆಗೆ 113.74 ಲಕ್ಷ ರೂ. ಆದಾಯ ಬಂದಿದೆ. ಈಗಿನ ಬರದಿಂದ ಗುತ್ತಿಗೆ ಮುಂದುವರಿಕೆ ಅನಿಶ್ಚಿತವಾಗಿದೆ. (1275, 2040, 1529, 2136)
lead-headline: ಲೋಕಸಭೆ ಚುನಾವಣೆ: ಮಾದರಿ ನೀತಿ ಸಂಹಿತೆ ಉಲ್ಲಂಘನೆ (180, 168, 917, 214)
attendee-figure (521, 984, 544, 1008)
portrait-shirt (588, 457, 770, 567)
excise-body-row (1079, 1088, 1536, 1271)
projector-screen (499, 873, 596, 929)
missing-headline: ಬಾಲಕ ನಾಪತ್ತೆ: ಪತ್ತೆಗೆ ಮನವಿ (96, 1836, 384, 1869)
exam-col-left (476, 1054, 767, 1472)
meeting-table (1088, 412, 1535, 467)
article-missing (24, 1835, 457, 2227)
lakes-col1-para1: ಬೆಂಗಳೂರು: ನಗರದಲ್ಲಿ ದಿನ ಕಳೆಯುತ್ತಿದ್ದಂತೆಯೇ ತಾಪಮಾನ ಹೆಚ್ಚುತ್ತೇ ಇದ್ದು, ಬಿಸಿಲ ದಗೆಗೆ ಜಲಮೂಲಗಳು ಬರಿದಾಗುತ್ತಿವೆ. ನೀರಿನ ಮಟ್ಟ ಕುಸಿದಿರುವುದರಿಂದ ಕೆರೆಗಳನ್ನೇ ಅವಲಂಬಿಸಿ ಜೀವನ ನಡೆಸುತ್ತಿರುವ ಮೀನುಗಾರರ ಕುಟುಂಬಗಳು ಸಂಕಷ್ಟಕ್ಕೆ ಸಿಲುಕಿವೆ. (484, 1954, 736, 2049)
student-figure (262, 869, 282, 912)
lead-col4-para2: ಯಾವುದೇ ಲೈಸೆನ್ಸ್‌ದಾರರು ಚುನಾವಣಾ ಸಮಯದಲ್ಲಿ ಆಯುಧಗಳನ್ನು ಹೊಂದುವಂತಿಲ್ಲ; ಸೂಚನೆ ಉಲ್ಲಂಘಿಸಿದರೆ ಅವರ ವಿರುದ್ಧ ಕ್ರಮ ಕೈಗೊಳ್ಳಲಾಗುವುದು ಎಂದು ಜಿಲ್ಲಾಧಿಕಾರಿ ಅವರು ಆದೇಶದಲ್ಲಿ ತಿಳಿಸಿದ್ದಾರೆ. (818, 469, 1059, 565)
lakes-intro-box: ನಗರದಲ್ಲಿ ದಿನ ಕಳೆಯುತ್ತಿದ್ದಂತೆಯೇ ತಾಪಮಾನ ಹೆಚ್ಚುತ್ತೇ ಇದ್ದು, ಬಿಸಿಲ ದಗೆಗೆ ಜಲಮೂಲಗಳು ಬರಿದಾಗುತ್ತಿವೆ. ನೀರಿನ ಮಟ್ಟ ತೀವ್ರವಾಗಿ ಕುಸಿದಿರುವುದರಿಂದ ಕೆರೆಗಳನ್ನೇ ಅವಲಂಬಿಸಿ ಜೀವನ ನಡೆಸುತ್ತಿರುವ ಮೀನುಗಾರರ ಕುಟುಂಬಗಳು ಸಂಕಷ್ಟಕ್ಕೆ ಸಿಲುಕಿವೆ. (476, 1742, 754, 1942)
ticket-body (1087, 495, 1536, 680)
missing-para2: ಚಹರೆ ಗುರುತು: ಎತ್ತರ 4.5 ಅಡಿ, ಸಾಧಾರಣ ಮೈಕಟ್ಟು, ಗೋಧಿ ಮೈಬಣ್ಣ, ದುಂಡು ಮುಖ ಹೊಂದಿದ್ದು, ಕನ್ನಡ ಮತ್ತು ಹಿಂದಿ ಭಾಷೆ ಮಾತನಾಡುತ್ತಾನೆ. (24, 2013, 299, 2073)
lead-inner-subhead: ಶಸ್ತ್ರಾಸ್ತ್ರಗಳನ್ನು ಪೊಲೀಸ್ ಠಾಣೆಗೆ ಒಪ್ಪಿಸಲು ಜಿಲ್ಲಾಧಿಕಾರಿ ಆದೇಶ (564, 578, 793, 620)
exam-photo-row (476, 853, 1062, 1045)
excise-byline: ಬದಲಾವಣೆ ಸುದ್ದಿ (1261, 1064, 1354, 1083)
lakes-headline-line2: ಮೀನುಗಾರರಿಗೂ ತಟ್ಟಿದ ಬರದ ಬಿಸಿ! (745, 1677, 1267, 1729)
article-lakes (476, 1625, 1536, 2299)
